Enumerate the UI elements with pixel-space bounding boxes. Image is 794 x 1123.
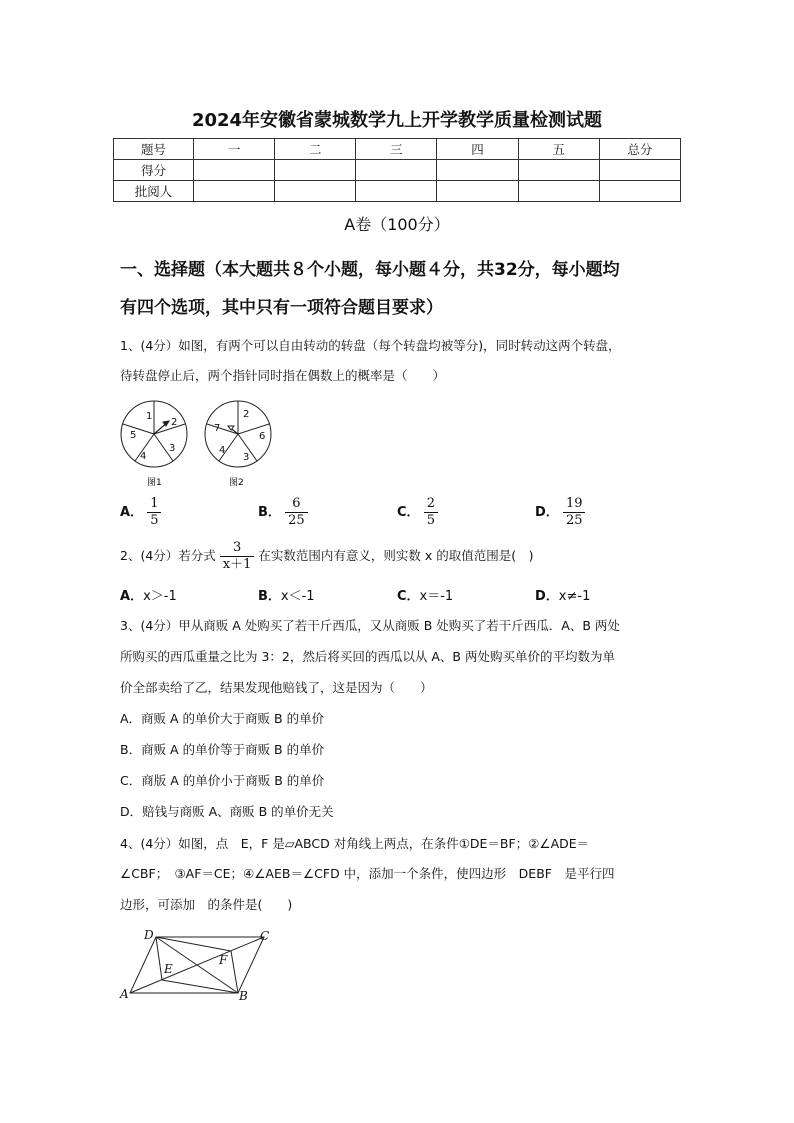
option-letter: C． xyxy=(397,505,420,520)
point-label-e: E xyxy=(164,962,173,976)
spinner-1-label: 1 xyxy=(146,411,153,422)
q1-option-d[interactable] xyxy=(535,496,585,529)
reviewer-cell[interactable] xyxy=(275,181,356,202)
option-text: x＜-1 xyxy=(280,589,315,604)
option-letter: D． xyxy=(535,589,559,604)
q3-line1: 3、(4分）甲从商贩 A 处购买了若干斤西瓜，又从商贩 B 处购买了若干斤西瓜．A、B 两处 xyxy=(120,618,620,633)
segment-df xyxy=(156,937,231,951)
section-heading-line1: 一、选择题（本大题共８个小题，每小题４分，共32分，每小题均 xyxy=(120,260,620,280)
section-subtitle: A卷（100分） xyxy=(344,215,450,234)
spinner-1-label: 3 xyxy=(169,443,176,454)
q2-option-b[interactable] xyxy=(258,585,315,604)
fraction-numerator: 3 xyxy=(220,540,255,557)
q2-stem xyxy=(120,540,690,573)
option-text: x＞-1 xyxy=(143,589,177,604)
fraction-numerator: 6 xyxy=(285,496,308,513)
option-fraction xyxy=(147,496,161,529)
score-cell[interactable] xyxy=(518,160,599,181)
q2-option-a[interactable] xyxy=(120,585,177,604)
q2-option-d[interactable] xyxy=(535,585,590,604)
header-cell: 一 xyxy=(194,139,275,160)
option-text: x＝-1 xyxy=(419,589,454,604)
option-letter: A． xyxy=(120,589,144,604)
q4-line3: 边形，可添加 的条件是( ) xyxy=(120,897,293,912)
header-cell: 题号 xyxy=(114,139,194,160)
q1-option-a[interactable] xyxy=(120,496,161,529)
option-text: x≠-1 xyxy=(558,589,591,604)
q1-line1: 1、(4分）如图，有两个可以自由转动的转盘（每个转盘均被等分)，同时转动这两个转盘， xyxy=(120,338,621,353)
option-letter: B． xyxy=(258,505,281,520)
figure-1-caption: 图1 xyxy=(147,478,162,488)
score-cell[interactable] xyxy=(275,160,356,181)
spinner-1-label: 2 xyxy=(171,417,178,428)
reviewer-row xyxy=(114,181,681,202)
reviewer-cell[interactable] xyxy=(194,181,275,202)
score-cell[interactable] xyxy=(356,160,437,181)
point-label-f: F xyxy=(219,953,228,967)
score-table-header-row xyxy=(114,139,681,160)
spinner-2-label: 7 xyxy=(214,423,221,434)
section-heading-line2: 有四个选项，其中只有一项符合题目要求） xyxy=(120,298,443,318)
q1-line2: 待转盘停止后，两个指针同时指在偶数上的概率是（ ） xyxy=(120,368,446,383)
header-cell: 五 xyxy=(518,139,599,160)
figure-2-caption: 图2 xyxy=(229,478,244,488)
header-cell: 二 xyxy=(275,139,356,160)
option-fraction xyxy=(424,496,438,529)
fraction-numerator: 1 xyxy=(147,496,161,513)
reviewer-cell[interactable] xyxy=(518,181,599,202)
fraction-denominator: 25 xyxy=(565,513,583,528)
fraction-numerator: 2 xyxy=(424,496,438,513)
spinner-2-label: 6 xyxy=(259,431,266,442)
score-cell[interactable] xyxy=(599,160,680,181)
q4-line1: 4、(4分）如图，点 E，F 是▱ABCD 对角线上两点，在条件①DE＝BF；②∠ADE＝ xyxy=(120,836,590,851)
reviewer-cell[interactable] xyxy=(599,181,680,202)
vertex-label-c: C xyxy=(260,929,270,943)
segment-de xyxy=(156,937,162,980)
option-letter: A． xyxy=(120,505,144,520)
q2-fraction xyxy=(220,540,255,573)
vertex-label-a: A xyxy=(120,987,129,1001)
q3-line2: 所购买的西瓜重量之比为 3：2，然后将买回的西瓜以从 A、B 两处购买单价的平均数为单 xyxy=(120,649,615,664)
score-cell[interactable] xyxy=(437,160,518,181)
q3-option-a[interactable]: A．商贩 A 的单价大于商贩 B 的单价 xyxy=(120,711,325,726)
option-letter: B． xyxy=(258,589,281,604)
header-cell: 三 xyxy=(356,139,437,160)
q2-option-c[interactable] xyxy=(397,585,453,604)
vertex-label-b: B xyxy=(239,989,248,1003)
spinner-2-label: 4 xyxy=(219,445,226,456)
spinner-1-label: 4 xyxy=(140,451,147,462)
spinner-2-label: 2 xyxy=(243,409,250,420)
spinner-2-label: 3 xyxy=(243,452,250,463)
parallelogram-figure xyxy=(118,926,278,1006)
fraction-denominator: 25 xyxy=(288,513,305,528)
score-table xyxy=(113,138,681,202)
q3-line3: 价全部卖给了乙，结果发现他赔钱了，这是因为（ ） xyxy=(120,680,433,695)
fraction-numerator: 19 xyxy=(563,496,586,513)
q3-option-b[interactable]: B．商贩 A 的单价等于商贩 B 的单价 xyxy=(120,742,325,757)
fraction-denominator: 5 xyxy=(426,513,435,528)
row-label: 得分 xyxy=(114,160,194,181)
segment-eb xyxy=(162,980,238,993)
option-letter: D． xyxy=(535,505,559,520)
option-fraction xyxy=(563,496,586,529)
q1-option-c[interactable] xyxy=(397,496,438,529)
q2-prefix: 2、(4分）若分式 xyxy=(120,548,216,563)
reviewer-cell[interactable] xyxy=(437,181,518,202)
row-label: 批阅人 xyxy=(114,181,194,202)
header-cell: 总分 xyxy=(599,139,680,160)
q3-option-c[interactable]: C．商版 A 的单价小于商贩 B 的单价 xyxy=(120,773,325,788)
spinner-figures xyxy=(116,394,288,490)
reviewer-cell[interactable] xyxy=(356,181,437,202)
option-fraction xyxy=(285,496,308,529)
segment-fb xyxy=(231,951,238,993)
score-cell[interactable] xyxy=(194,160,275,181)
header-cell: 四 xyxy=(437,139,518,160)
score-row xyxy=(114,160,681,181)
vertex-label-d: D xyxy=(144,928,154,942)
q4-line2: ∠CBF； ③AF＝CE；④∠AEB＝∠CFD 中，添加一个条件，使四边形 DEBF 是平行四 xyxy=(120,866,615,881)
q1-option-b[interactable] xyxy=(258,496,308,529)
q2-suffix: 在实数范围内有意义，则实数 x 的取值范围是( ) xyxy=(258,548,534,563)
spinner-1-label: 5 xyxy=(130,430,137,441)
fraction-denominator: x＋1 xyxy=(222,557,252,572)
option-letter: C． xyxy=(397,589,420,604)
fraction-denominator: 5 xyxy=(150,513,159,528)
q3-option-d[interactable]: D．赔钱与商贩 A、商贩 B 的单价无关 xyxy=(120,804,334,819)
page-title: 2024年安徽省蒙城数学九上开学教学质量检测试题 xyxy=(191,110,603,131)
